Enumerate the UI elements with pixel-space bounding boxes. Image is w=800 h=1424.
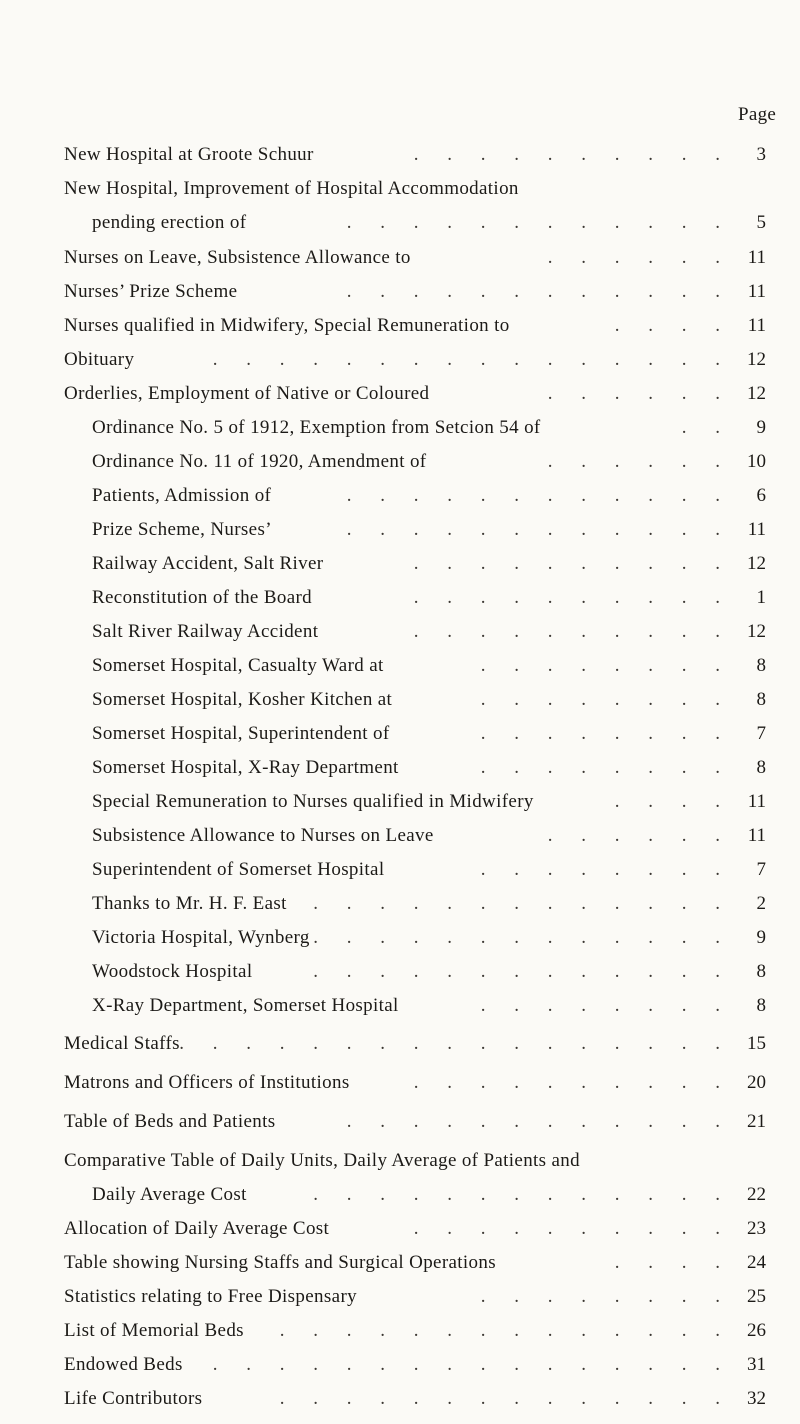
leader-dots: . . . . . . . . . . . . — [346, 485, 732, 506]
entry-text: Salt River Railway Accident — [92, 621, 319, 642]
leader-dots: . . . . . . — [547, 247, 732, 268]
entry-page: 1 — [756, 587, 766, 608]
entry-text: Nurses’ Prize Scheme — [64, 281, 238, 302]
index-entry — [64, 821, 766, 851]
entry-page: 21 — [747, 1111, 766, 1132]
index-entry — [64, 1248, 766, 1278]
entry-text: Subsistence Allowance to Nurses on Leave — [92, 825, 434, 846]
entry-page: 31 — [747, 1354, 766, 1375]
entry-page: 26 — [747, 1320, 766, 1341]
leader-dots: . . . . . . . . . . . . — [346, 212, 732, 233]
entry-page: 15 — [747, 1033, 766, 1054]
entry-page: 12 — [747, 621, 766, 642]
index-entry — [64, 753, 766, 783]
index-entry — [64, 1029, 766, 1059]
leader-dots: . . . . . . . . . . — [413, 621, 732, 642]
entry-page: 7 — [756, 723, 766, 744]
entry-text: Nurses qualified in Midwifery, Special Remuneration to — [64, 315, 510, 336]
entry-page: 12 — [747, 383, 766, 404]
entry-page: 8 — [756, 757, 766, 778]
entry-text: Superintendent of Somerset Hospital — [92, 859, 385, 880]
entry-text: Somerset Hospital, Casualty Ward at — [92, 655, 384, 676]
leader-dots: . . — [681, 417, 732, 438]
entry-page: 22 — [747, 1184, 766, 1205]
page-column-header: Page — [738, 104, 777, 125]
entry-page: 12 — [747, 349, 766, 370]
leader-dots: . . . . . . . . — [480, 757, 732, 778]
entry-text: Somerset Hospital, Superintendent of — [92, 723, 390, 744]
leader-dots: . . . . . . . . . . . . . — [313, 1184, 732, 1205]
entry-text: Life Contributors — [64, 1388, 203, 1409]
leader-dots: . . . . . . . . . . — [413, 1218, 732, 1239]
index-entry — [64, 1350, 766, 1380]
index-entry — [64, 855, 766, 885]
index-entry — [64, 549, 766, 579]
leader-dots: . . . . — [614, 791, 732, 812]
entry-text: Table of Beds and Patients — [64, 1111, 276, 1132]
index-entry — [64, 1316, 766, 1346]
entry-text: Special Remuneration to Nurses qualified in Midwifery — [92, 791, 534, 812]
entry-page: 2 — [756, 893, 766, 914]
index-entry-continuation — [64, 208, 766, 238]
index-entry — [64, 481, 766, 511]
index-entry — [64, 413, 766, 443]
entry-text: Ordinance No. 5 of 1912, Exemption from Setcion 54 of — [92, 417, 541, 438]
entry-page: 32 — [747, 1388, 766, 1409]
entry-page: 11 — [747, 281, 766, 302]
leader-dots: . . . . . . . . . . — [413, 553, 732, 574]
index-entry — [64, 447, 766, 477]
leader-dots: . . . . . . . . . . — [413, 587, 732, 608]
entry-text: Medical Staffs — [64, 1033, 180, 1054]
index-entry — [64, 243, 766, 273]
leader-dots: . . . . . . . . . . . . . . . . — [212, 1354, 732, 1375]
entry-text: Obituary — [64, 349, 135, 370]
index-entry — [64, 685, 766, 715]
index-entry — [64, 277, 766, 307]
leader-dots: . . . . . . . . . . . . . . — [279, 1320, 732, 1341]
entry-page: 9 — [756, 927, 766, 948]
leader-dots: . . . . . . . . . . . . . . — [279, 1388, 732, 1409]
entry-text: Somerset Hospital, X-Ray Department — [92, 757, 399, 778]
entry-text: New Hospital at Groote Schuur — [64, 144, 314, 165]
index-entry — [64, 515, 766, 545]
entry-text: Patients, Admission of — [92, 485, 272, 506]
entry-page: 11 — [747, 247, 766, 268]
entry-page: 9 — [756, 417, 766, 438]
entry-page: 11 — [747, 791, 766, 812]
leader-dots: . . . . . . . . . . . . . — [313, 961, 732, 982]
index-entry — [64, 991, 766, 1021]
index-entry — [64, 787, 766, 817]
index-entry — [64, 379, 766, 409]
index-entry — [64, 583, 766, 613]
leader-dots: . . . . . . . . . . . . . — [313, 927, 732, 948]
entry-text: List of Memorial Beds — [64, 1320, 244, 1341]
leader-dots: . . . . . . . . . . — [413, 1072, 732, 1093]
leader-dots: . . . . . . . . — [480, 655, 732, 676]
leader-dots: . . . . — [614, 315, 732, 336]
entry-text: Orderlies, Employment of Native or Coloured — [64, 383, 430, 404]
entry-text: X-Ray Department, Somerset Hospital — [92, 995, 399, 1016]
entry-page: 12 — [747, 553, 766, 574]
entry-page: 10 — [747, 451, 766, 472]
entry-text: Nurses on Leave, Subsistence Allowance to — [64, 247, 411, 268]
leader-dots: . . . . . . — [547, 383, 732, 404]
leader-dots: . . . . . . . . . . . . — [346, 1111, 732, 1132]
entry-text: Reconstitution of the Board — [92, 587, 312, 608]
index-entry — [64, 651, 766, 681]
entry-page: 7 — [756, 859, 766, 880]
entry-page: 11 — [747, 519, 766, 540]
entry-page: 25 — [747, 1286, 766, 1307]
leader-dots: . . . . . . . . — [480, 1286, 732, 1307]
entry-text: Thanks to Mr. H. F. East — [92, 893, 287, 914]
entry-page: 11 — [747, 825, 766, 846]
entry-text: Daily Average Cost — [92, 1184, 247, 1205]
entry-text: Woodstock Hospital — [92, 961, 253, 982]
leader-dots: . . . . . . . . . . . . . — [313, 893, 732, 914]
index-entry — [64, 889, 766, 919]
entry-page: 8 — [756, 655, 766, 676]
leader-dots: . . . . — [614, 1252, 732, 1273]
index-entry — [64, 1107, 766, 1137]
entry-text: New Hospital, Improvement of Hospital Accommodation — [64, 178, 519, 199]
index-entry — [64, 1384, 766, 1414]
index-entry — [64, 311, 766, 341]
index-entry — [64, 923, 766, 953]
entry-text: Ordinance No. 11 of 1920, Amendment of — [92, 451, 427, 472]
leader-dots: . . . . . . . . — [480, 689, 732, 710]
index-entry — [64, 1214, 766, 1244]
leader-dots: . . . . . . . . — [480, 723, 732, 744]
entry-text: Table showing Nursing Staffs and Surgical Operations — [64, 1252, 496, 1273]
entry-text: Comparative Table of Daily Units, Daily Average of Patients and — [64, 1150, 581, 1171]
entry-page: 8 — [756, 961, 766, 982]
index-entry — [64, 345, 766, 375]
entry-page: 20 — [747, 1072, 766, 1093]
index-entry — [64, 1068, 766, 1098]
leader-dots: . . . . . . . . . . . . . . . . — [212, 349, 732, 370]
index-entry — [64, 719, 766, 749]
entry-text: Statistics relating to Free Dispensary — [64, 1286, 357, 1307]
entry-text: Allocation of Daily Average Cost — [64, 1218, 330, 1239]
index-entry — [64, 1146, 766, 1176]
entry-page: 23 — [747, 1218, 766, 1239]
index-entry — [64, 957, 766, 987]
entry-page: 3 — [756, 144, 766, 165]
entry-page: 5 — [756, 212, 766, 233]
entry-text: Somerset Hospital, Kosher Kitchen at — [92, 689, 393, 710]
index-entry-continuation — [64, 1180, 766, 1210]
entry-text: pending erection of — [92, 212, 247, 233]
leader-dots: . . . . . . — [547, 825, 732, 846]
entry-page: 24 — [747, 1252, 766, 1273]
leader-dots: . . . . . . . . . . . . — [346, 281, 732, 302]
leader-dots: . . . . . . — [547, 451, 732, 472]
index-entry — [64, 174, 766, 204]
leader-dots: . . . . . . . . — [480, 995, 732, 1016]
entry-text: Matrons and Officers of Institutions — [64, 1072, 350, 1093]
entry-text: Endowed Beds — [64, 1354, 183, 1375]
entry-page: 6 — [756, 485, 766, 506]
leader-dots: . . . . . . . . . . . . . . . . . . — [145, 1033, 732, 1054]
entry-page: 11 — [747, 315, 766, 336]
entry-text: Railway Accident, Salt River — [92, 553, 324, 574]
entry-text: Victoria Hospital, Wynberg — [92, 927, 310, 948]
leader-dots: . . . . . . . . . . — [413, 144, 732, 165]
entry-page: 8 — [756, 995, 766, 1016]
entry-text: Prize Scheme, Nurses’ — [92, 519, 272, 540]
leader-dots: . . . . . . . . . . . . — [346, 519, 732, 540]
index-entry — [64, 1282, 766, 1312]
index-entry — [64, 617, 766, 647]
leader-dots: . . . . . . . . — [480, 859, 732, 880]
entry-page: 8 — [756, 689, 766, 710]
index-entry — [64, 140, 766, 170]
